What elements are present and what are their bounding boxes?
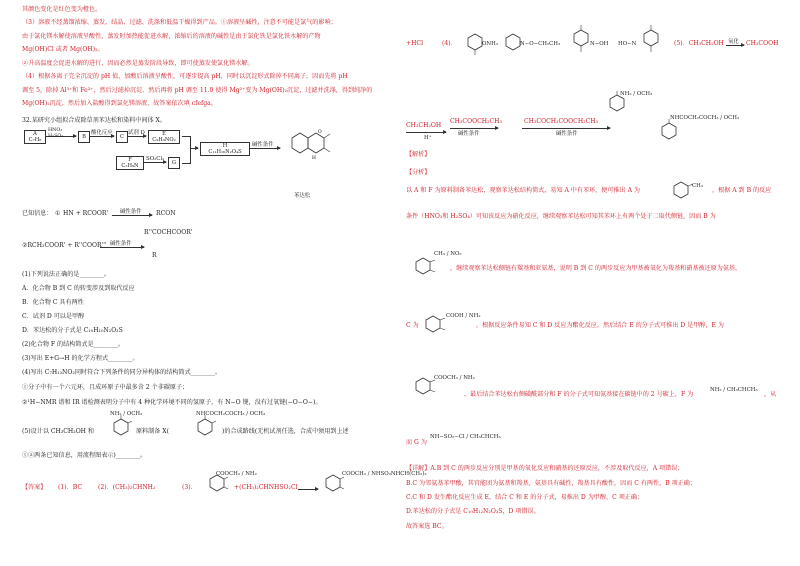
known-r1-reactants: HN + RCOOR': [63, 210, 109, 217]
known-r2-product-sub: R: [152, 252, 157, 259]
reagent-label: 试剂 D: [128, 130, 145, 136]
reaction-arrow: [298, 489, 318, 490]
analysis-line: 而 G 为: [406, 439, 427, 446]
known-info-label: 已知信息：: [22, 210, 53, 217]
molecule-label: NHCOCH₂COCH₃ / OCH₃: [196, 411, 266, 417]
bracket-line: [182, 136, 191, 164]
answer-3-reagent: +(CH₃)₂CHNHSO₂Cl: [234, 484, 298, 491]
route-ester: CH₃COOCH₂CH₃: [450, 118, 502, 125]
answer-hcl: +HCl: [406, 40, 424, 47]
molecule-label: NH₂ / OCH₃: [620, 91, 653, 97]
analysis-line: 以 A 和 F 为原料制备苯达松，观察苯达松结构简式，易知 A 中有苯环，便可推出 A 为: [406, 187, 641, 194]
text-line: 由于氯化镁水解使溶液呈酸性，蒸发时加热能促进水解，浓缩后的溶液的碱性是由于氯化铁是氯化铁水解的产物: [22, 33, 321, 40]
molecule-label: NH₂ / OCH₃: [110, 411, 143, 417]
isomer-3-structure: [568, 22, 594, 56]
svg-text:O: O: [318, 130, 322, 135]
answer-5: (5)．CH₃CH₂OH: [674, 40, 724, 47]
text-line: （4）根据各离子完全沉淀的 pH 值，加酸后溶液呈酸性，可逐步提高 pH，同时以沉淀形式除掉不同离子，因而先将 pH: [22, 73, 348, 80]
compound-g-box: G: [168, 157, 180, 169]
reagent-label: 碱性条件: [110, 241, 132, 247]
answer-1: (1)．BC: [58, 484, 82, 491]
question-line: ①②两条已知信息，用流程图表示)________。: [22, 452, 147, 459]
compound-e-box: E C₉H₉NO₂: [148, 130, 180, 144]
detail-line: B.C 为邻氨基苯甲酸，其官能团为氨基和羧基，氨基具有碱性，羧基具有酸性，因而 C 有两性，B 项正确；: [406, 480, 696, 487]
question-32-title: 32.某研究小组拟合成除草剂苯达松和染料中间体 X。: [22, 117, 166, 124]
analysis-line: ，根据反应条件易知 C 和 D 反应为酯化反应，然后结合 E 的分子式可推出 D 是甲醇，E 为: [476, 322, 724, 329]
isomer-label: HO−N: [618, 41, 637, 47]
text-line: Mg(OH)₂沉淀，然后加入盐酸得到氯化镁溶液，故答案依次填 cfefga。: [22, 100, 217, 107]
analysis-line: 条件（HNO₃和 H₂SO₄）可知该反应为硝化反应，继续观察苯达松可知其苯环上有两个处于二取代侧链，因而 B 为: [406, 213, 716, 220]
detail-line: 故答案选 BC。: [406, 523, 448, 530]
text-line: 其颜色变化是红色变为橙色。: [22, 6, 102, 13]
reagent-label: SO₂Cl₂: [146, 156, 165, 162]
question-condition: ①分子中有一个六元环，且成环原子中最多含 2 个非碳原子；: [22, 384, 189, 391]
detail-line: D.苯达松的分子式是 C₁₀H₁₂N₂O₃S，D 项错误。: [406, 508, 540, 515]
question-condition: ②¹H−NMR 谱和 IR 谱检测表明分子中有 4 种化学环境不同的氢原子，有 N−O 键，没有过氧键(−O−O−)。: [22, 399, 322, 406]
known-r1-marker: ①: [55, 210, 61, 217]
known-r2-reactants: ②RCH₂COOR' + R''COOR''': [22, 242, 107, 249]
isomer-label: ONH₂: [482, 41, 498, 47]
reagent-label: HNO₃ H₂SO₄: [48, 128, 64, 139]
compound-a-box: A C₇H₈: [24, 130, 46, 144]
reagent-label: H⁺: [424, 135, 432, 141]
answer-tag: 【答案】: [22, 484, 47, 491]
analysis-line: C 为: [406, 322, 419, 329]
molecule-label: NH−SO₂−Cl / CH₃CHCH₃: [430, 434, 501, 440]
known-r1-product: RCON: [156, 210, 176, 217]
product-name: 苯达松: [294, 193, 311, 199]
analysis-line: ，从: [764, 391, 777, 398]
molecule-label: COOCH₃ / NH₂: [434, 375, 475, 381]
reagent-label: 碱性条件: [458, 131, 480, 137]
question-line: (2)化合物 F 的结构简式是________。: [22, 341, 125, 348]
reaction-arrow: [522, 128, 610, 129]
molecule-label: COOCH₃ / NH₂: [216, 471, 257, 477]
reagent-label: 氧化: [728, 39, 739, 45]
molecule-label: COOH / NH₂: [446, 313, 481, 319]
text-line: Mg(OH)Cl 或者 Mg(OH)₂。: [22, 46, 104, 53]
route-reagent: CH₃CH₂OH: [406, 122, 442, 129]
question-option: B．化合物 C 具有两性: [22, 299, 84, 306]
answer-3: (3)．: [182, 484, 197, 491]
route-acac: CH₃COCH₂COOCH₂CH₃: [524, 118, 598, 125]
compound-h-box: H C₁₁H₁₆N₂O₄S: [200, 142, 250, 156]
isomer-label: N−O−CH₂CH₃: [520, 41, 561, 47]
question-option: C．试剂 D 可以是甲醇: [22, 313, 85, 320]
synthesis-scheme: [22, 128, 396, 200]
molecule-label: CH₃: [692, 183, 703, 189]
reagent-label: 酸化反应: [91, 130, 113, 136]
molecule-label: NHCOCH₂COCH₃ / OCH₃: [670, 115, 740, 121]
reagent-label: 碱性条件: [252, 142, 274, 148]
route-product: CH₃COOH: [746, 40, 779, 47]
known-r2-product-top: R''COCHCOOR': [144, 229, 193, 236]
fenxi-tag: 【分析】: [406, 169, 431, 176]
molecule-label: NH₂ / CH₃CHCH₃: [710, 387, 758, 393]
question-line: (4)写出 C₇H₁₃NO₂同时符合下列条件的同分异构体的结构简式________。: [22, 369, 222, 376]
analysis-tag: 【解析】: [406, 151, 431, 158]
reaction-arrow: [190, 148, 198, 149]
compound-c-box: C: [116, 131, 128, 143]
reagent-label: 碱性条件: [120, 209, 142, 215]
question-line: )的合成路线(无机试剂任选，合成中须用到上述: [222, 428, 349, 435]
question-option: D．苯达松的分子式是 C₁₀H₁₀N₂O₃S: [22, 327, 123, 334]
answer-2: (2)．(CH₃)₂CHNH₂: [98, 484, 156, 491]
question-line: (5)设计以 CH₃CH₂OH 和: [22, 428, 95, 435]
analysis-line: ，根据 A 到 B 的反应: [712, 187, 772, 194]
analysis-line: ，继续观察苯达松侧链有羰基和亚氨基，说明 B 到 C 的两步反应为甲基被氧化为羧基和硝基被还原为氨基，: [450, 265, 742, 272]
bentazon-structure: [282, 128, 332, 168]
detail-line: 【详解】A.B 到 C 的两步反应分别是甲基的氧化反应和硝基的还原反应，不涉及取代反应，A 项错误；: [406, 465, 684, 472]
question-line: (1)下列说法正确的是________。: [22, 271, 110, 278]
reaction-arrow: [450, 128, 498, 129]
reaction-arrow: [406, 132, 446, 133]
question-option: A．化合物 B 到 C 的转变涉及到取代反应: [22, 285, 135, 292]
text-line: ②升高温度会促进水解的进行，因而必然是蒸发阶段导致，即可使蒸发使氯化镁水解。: [22, 60, 254, 67]
question-line: (3)写出 E+G→H 的化学方程式________。: [22, 355, 139, 362]
text-line: 调至 5，除掉 Al³⁺和 Fe³⁺，然后过滤掉沉淀，然后再将 pH 调至 11.0 使得 Mg²⁺变为 Mg(OH)₂沉淀，过滤并洗涤，得到纯净的: [22, 87, 373, 94]
analysis-line: ，最后结合苯达松右侧磺酰部分和 F 的分子式可知氨基接在碳链中的 2 号碳上，F 为: [464, 391, 694, 398]
svg-text:H: H: [312, 156, 316, 161]
isomer-label: N−OH: [590, 41, 609, 47]
answer-4: (4)．: [442, 40, 457, 47]
text-line: （3）溶液不经蒸馏浓缩、蒸发、结晶、过滤、洗涤和低温干燥得到产品。①溶液呈碱性，注意不可能是氯气的影响；: [22, 19, 337, 26]
reagent-label: 碱性条件: [556, 131, 578, 137]
molecule-label: COOCH₃ / NHSO₂NHCH(CH₃)₂: [342, 471, 427, 477]
molecule-label: CH₃ / NO₂: [434, 251, 462, 257]
detail-line: C.C 和 D 发生酯化反应生成 E，结合 C 和 E 的分子式，易推出 D 为甲醇，C 项正确；: [406, 494, 644, 501]
compound-b-box: B: [78, 131, 90, 143]
question-line: 原料制备 X(: [136, 428, 170, 435]
isomer-4-structure: [638, 22, 664, 56]
compound-f-box: F C₃H₉N: [116, 156, 144, 170]
